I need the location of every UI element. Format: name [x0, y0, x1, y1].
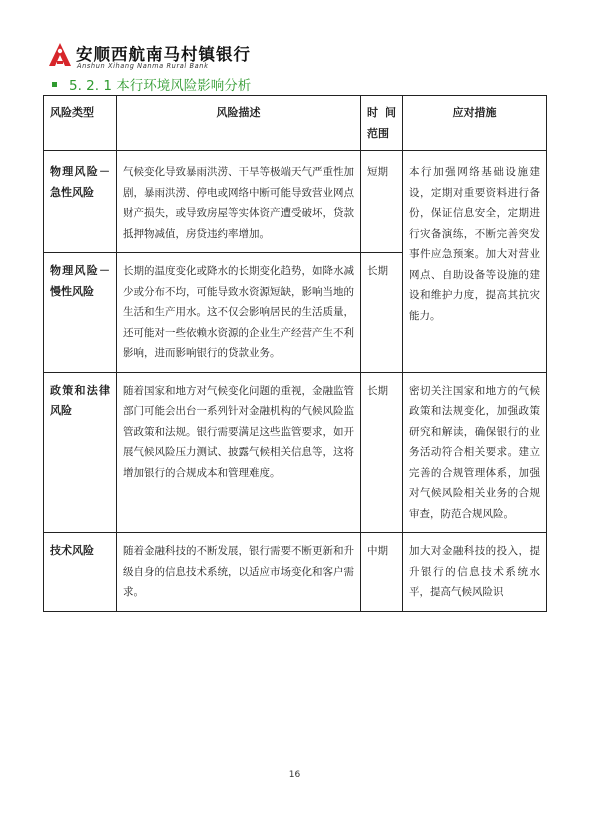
- header-measures: 应对措施: [403, 96, 547, 151]
- header-risk-description: 风险描述: [117, 96, 361, 151]
- bank-name-en: Anshun Xihang Nanma Rural Bank: [77, 62, 209, 70]
- header-risk-type: 风险类型: [44, 96, 117, 151]
- risk-description-cell: 长期的温度变化或降水的长期变化趋势，如降水减少或分布不均，可能导致水资源短缺，影响当地的生活和生产用水。这不仅会影响居民的生活质量，还可能对一些依赖水资源的企业生产经营产生不利影响，进而影响银行的贷款业务。: [117, 253, 361, 373]
- table-row: [44, 372, 547, 533]
- timeframe-cell: 长期: [361, 372, 403, 533]
- table-header-row: [44, 96, 547, 151]
- measures-cell: 加大对金融科技的投入，提升银行的信息技术系统水平，提高气候风险识: [403, 533, 547, 612]
- timeframe-cell: 中期: [361, 533, 403, 612]
- section-heading-text: 5. 2. 1 本行环境风险影响分析: [69, 78, 252, 94]
- timeframe-cell: 长期: [361, 253, 403, 373]
- risk-analysis-table: [43, 95, 547, 612]
- risk-description-cell: 随着国家和地方对气候变化问题的重视，金融监管部门可能会出台一系列针对金融机构的气候风险监管政策和法规。银行需要满足这些监管要求，如开展气候风险压力测试、披露气候相关信息等，这将增加银行的合规成本和管理难度。: [117, 372, 361, 533]
- risk-type-cell: 技术风险: [44, 533, 117, 612]
- page-number: 16: [288, 770, 301, 780]
- table-row: [44, 151, 547, 253]
- table-row: [44, 533, 547, 612]
- risk-description-cell: 气候变化导致暴雨洪涝、干旱等极端天气严重性加剧，暴雨洪涝、停电或网络中断可能导致营业网点财产损失，或导致房屋等实体资产遭受破坏，贷款抵押物减值，房贷违约率增加。: [117, 151, 361, 253]
- bank-logo-icon: [48, 42, 72, 68]
- timeframe-cell: 短期: [361, 151, 403, 253]
- bank-name-cn: 安顺西航南马村镇银行: [76, 45, 251, 64]
- risk-description-cell: 随着金融科技的不断发展，银行需要不断更新和升级自身的信息技术系统，以适应市场变化和客户需求。: [117, 533, 361, 612]
- measures-cell: 本行加强网络基础设施建设，定期对重要资料进行备份，保证信息安全，定期进行灾备演练，不断完善突发事件应急预案。加大对营业网点、自助设备等设施的建设和维护力度，提高其抗灾能力。: [403, 151, 547, 373]
- risk-type-cell: 物理风险－急性风险: [44, 151, 117, 253]
- risk-type-cell: 政策和法律风险: [44, 372, 117, 533]
- section-heading: [52, 74, 251, 94]
- measures-cell: 密切关注国家和地方的气候政策和法规变化，加强政策研究和解读，确保银行的业务活动符合相关要求。建立完善的合规管理体系，加强对气候风险相关业务的合规审查，防范合规风险。: [403, 372, 547, 533]
- bullet-icon: [52, 82, 57, 87]
- header-timeframe: 时 间 范围: [361, 96, 403, 151]
- risk-type-cell: 物理风险－慢性风险: [44, 253, 117, 373]
